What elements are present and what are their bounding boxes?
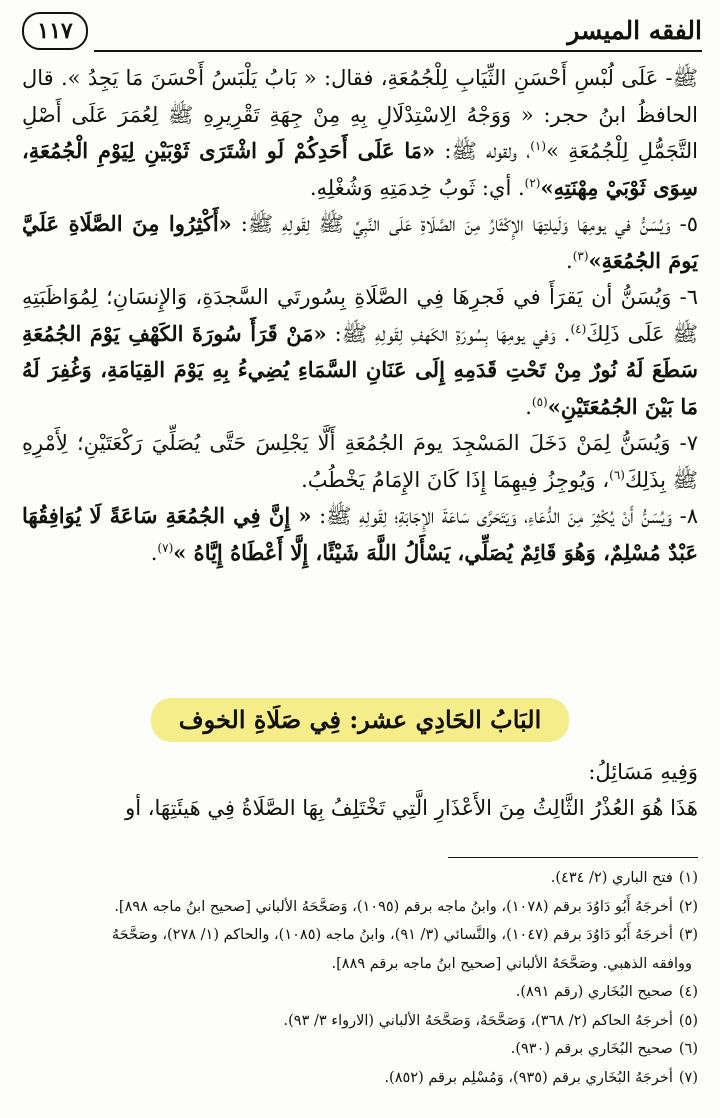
chapter-heading-wrap xyxy=(0,698,720,744)
paragraph-salawat xyxy=(22,206,698,279)
footnote-text: أخرجَهُ البُخَاري برقم (٩٣٥)، وَمُسْلِم برقم (٨٥٢). xyxy=(384,1069,673,1086)
footnote-number: (٦) xyxy=(678,1041,698,1057)
footnote-ref[interactable]: (٥) xyxy=(531,394,548,409)
paragraph-text: . وَفي يومِهَا بِسُورَةِ الكَهفِ لِقَولِهِ ﷺ: xyxy=(334,321,571,346)
main-text xyxy=(22,60,698,571)
footnote xyxy=(22,893,698,922)
paragraph-text: ، وَيُوجِزُ فِيهِمَا إِذَا كَانَ الإِمَامُ يَخْطُبُ. xyxy=(301,467,610,492)
footnote-text: فتح الباري (٢/ ٤٣٤). xyxy=(550,870,673,886)
footnote-number: (٤) xyxy=(678,984,698,1000)
header-rule xyxy=(94,50,702,52)
footnote xyxy=(22,1064,698,1093)
hadith-quote: « إِنَّ فِي الجُمُعَةِ سَاعَةً لَا يُوَافِقُهَا عَبْدٌ مُسْلِمٌ، وَهُوَ قَائِمٌ يُصَلِّي، يَسْأَلُ اللَّهَ شَيْئًا، إِلَّا أَعْطَاهُ إِيَّاهُ » xyxy=(22,503,698,565)
footnote-ref[interactable]: (٧) xyxy=(157,540,174,555)
paragraph-text: . xyxy=(150,540,158,565)
paragraph-recitation xyxy=(22,279,698,425)
paragraph-text: ٨- وَيُسَنُّ أَنْ يُكْثِرَ مِنَ الدُّعَاءِ، وَيَتَحَرَّى سَاعَةَ الإِجَابَةِ؛ لِقَولِهِ ﷺ: xyxy=(319,504,698,528)
chapter-intro: وَفِيهِ مَسَائِلُ: xyxy=(588,760,698,784)
footnote-text: صحيح البُخَاري برقم (٩٣٠). xyxy=(510,1041,673,1057)
footnote-text: أخرجَهُ الحاكم (٢/ ٣٦٨)، وَصَحَّحَهُ، وَصَحَّحَهُ الألباني (الارواء ٣/ ٩٣). xyxy=(283,1012,673,1029)
footnote-ref[interactable]: (٣) xyxy=(572,248,589,263)
footnote-number: (٧) xyxy=(678,1069,698,1086)
footnote-number: (٢) xyxy=(678,898,698,915)
footnote xyxy=(22,1007,698,1036)
chapter-text xyxy=(22,754,698,826)
page-header xyxy=(12,10,702,54)
paragraph-tahiyyat xyxy=(22,425,698,498)
footnote xyxy=(22,950,698,979)
paragraph-text: ، ولقوله ﷺ: xyxy=(444,139,531,163)
footnote-text: صحيح البُخَاري (رقم ٨٩١). xyxy=(515,984,673,1000)
paragraph-text: ﷺ- عَلَى لُبْسِ أَحْسَنِ الثِّيَابِ لِلْجُمُعَةِ، فقال: « بَابُ يَلْبَسُ أَحْسَنَ مَا يَجِدُ ». قال الحافظُ ابنُ حجر: « وَوَجْهُ الِاسْتِدْلَالِ بِهِ مِنْ جِهَةِ تَقْرِيرِهِ ﷺ لِعُمَرَ عَلَى أَصْلِ التَّجَمُّلِ لِلْجُمُعَةِ » xyxy=(22,66,698,163)
footnote-number: (٣) xyxy=(678,927,698,943)
hadith-quote: «مَا عَلَى أَحَدِكُمْ لَو اشْتَرَى ثَوْبَيْنِ لِيَوْمِ الْجُمُعَةِ، سِوَى ثَوْبَيْ مِهْنَتِهِ» xyxy=(22,138,698,200)
paragraph-text: . xyxy=(566,248,573,273)
paragraph-text: . xyxy=(525,394,532,419)
footnote xyxy=(22,921,698,950)
paragraph-text: ٥- وَيُسَنُّ في يومِهَا وَلَيلتِهَا الإِكْثَارُ مِنَ الصَّلَاةِ عَلَى النَّبِيِّ ﷺ لِقَولِهِ ﷺ: xyxy=(240,212,698,236)
footnote-number: (١) xyxy=(678,870,698,886)
footnote-ref[interactable]: (١) xyxy=(530,139,547,153)
footnote xyxy=(22,978,698,1007)
paragraph-text: ٦- وَيُسَنُّ أن يَقرَأَ في فَجرِهَا فِي الصَّلَاةِ بِسُورتَي السَّجدَةِ، وَالإِنسَانِ؛ لِمُوَاظَبَتِهِ ﷺ عَلَى ذَلِكَ xyxy=(22,285,698,346)
footnote xyxy=(22,1035,698,1064)
chapter-heading: البَابُ الحَادِي عشر: فِي صَلَاةِ الخوف xyxy=(151,698,570,742)
footnote-ref[interactable]: (٦) xyxy=(609,467,625,482)
paragraph-text: . أي: ثَوبُ خِدمَتِهِ وَشُغْلِهِ. xyxy=(309,175,525,200)
footnote-text: ووافقه الذهبي. وصَحَّحَهُ الألباني [صحيح ابنُ ماجه برقم ٨٨٩]. xyxy=(331,955,692,972)
page-number: ١١٧ xyxy=(22,12,88,50)
footnote-ref[interactable]: (٢) xyxy=(524,175,541,190)
footnote-ref[interactable]: (٤) xyxy=(570,321,587,336)
footnotes xyxy=(22,864,698,1092)
hadith-quote: «مَنْ قَرَأَ سُورَةَ الكَهْفِ يَوْمَ الجُمُعَةِ سَطَعَ لَهُ نُورٌ مِنْ تَحْتِ قَدَمِهِ إِلَى عَنَانِ السَّمَاءِ يُضِيءُ بِهِ يَوْمَ القِيَامَةِ، وَغُفِرَ لَهُ مَا بَيْنَ الجُمُعَتَيْنِ» xyxy=(22,320,698,419)
book-title: الفقه الميسر xyxy=(567,16,702,45)
footnote xyxy=(22,864,698,893)
footnote-divider xyxy=(448,857,698,858)
paragraph-clothing xyxy=(22,60,698,206)
hadith-quote: «أَكْثِرُوا مِنَ الصَّلَاةِ عَلَيَّ يَومَ الجُمُعَةِ» xyxy=(22,211,698,273)
paragraph-text: ٧- وَيُسَنُّ لِمَنْ دَخَلَ المَسْجِدَ يومَ الجُمُعَةِ أَلَّا يَجْلِسَ حَتَّى يُصَلِّيَ رَكْعَتَيْنِ؛ لِأَمْرِهِ ﷺ بِذَلِكَ xyxy=(22,431,698,492)
chapter-first-line: هَذَا هُوَ العُذْرُ الثَّالِثُ مِنَ الأَعْذَارِ الَّتِي تَخْتَلِفُ بِهَا الصَّلَاةُ فِي هَيئَتِهَا، أو xyxy=(125,796,698,820)
footnote-text: أخرجَهُ أَبُو دَاوُدَ برقم (١٠٧٨)، وابنُ ماجه برقم (١٠٩٥)، وَصَحَّحَهُ الألباني [صحيح ابنُ ماجه ٨٩٨]. xyxy=(114,898,673,915)
footnote-number: (٥) xyxy=(678,1012,698,1029)
footnote-text: أخرجَهُ أَبُو دَاوُدَ برقم (١٠٤٧)، والنَّسائي (٣/ ٩١)، وابنُ ماجه (١٠٨٥)، والحاكم (١/ ٢٧٨)، وصَحَّحَهُ xyxy=(111,927,673,943)
paragraph-dua xyxy=(22,498,698,571)
